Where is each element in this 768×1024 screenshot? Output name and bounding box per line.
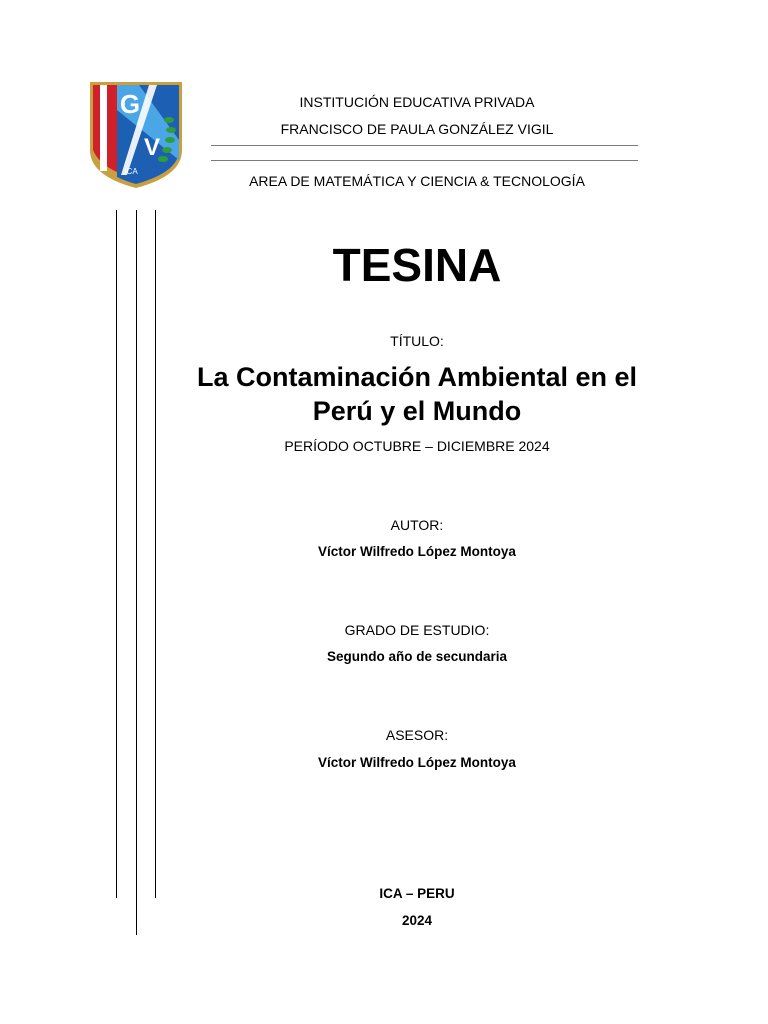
grade-label: GRADO DE ESTUDIO: xyxy=(344,622,490,638)
footer-year: 2024 xyxy=(401,913,433,928)
crest-letter-g: G xyxy=(119,89,141,119)
author-label: AUTOR: xyxy=(390,517,444,533)
header-divider-top xyxy=(211,145,638,146)
grade-value: Segundo año de secundaria xyxy=(326,649,508,664)
area-name: AREA DE MATEMÁTICA Y CIENCIA & TECNOLOGÍA xyxy=(249,173,585,189)
header-divider-bottom xyxy=(211,160,638,161)
footer-place: ICA – PERU xyxy=(379,886,455,901)
margin-line-middle xyxy=(136,210,137,935)
margin-line-left xyxy=(116,210,117,898)
title-label: TÍTULO: xyxy=(390,333,444,349)
school-crest-logo xyxy=(87,80,185,190)
advisor-label: ASESOR: xyxy=(385,727,449,743)
advisor-name: Víctor Wilfredo López Montoya xyxy=(318,755,516,770)
crest-letter-v: V xyxy=(143,134,161,161)
institution-name: FRANCISCO DE PAULA GONZÁLEZ VIGIL xyxy=(280,121,554,137)
period: PERÍODO OCTUBRE – DICIEMBRE 2024 xyxy=(284,438,550,454)
institution-type: INSTITUCIÓN EDUCATIVA PRIVADA xyxy=(299,94,535,110)
thesis-title: La Contaminación Ambiental en el Perú y el Mundo xyxy=(196,362,638,426)
author-name: Víctor Wilfredo López Montoya xyxy=(318,544,516,559)
crest-small-text: ICA xyxy=(124,167,138,176)
document-type: TESINA xyxy=(332,239,502,291)
margin-line-right xyxy=(155,210,156,898)
